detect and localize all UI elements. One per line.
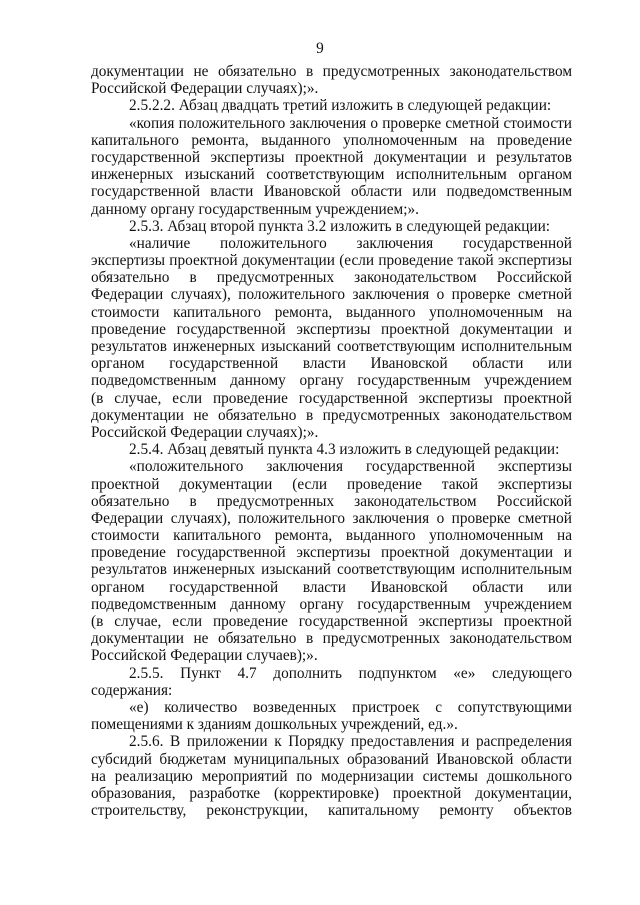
text-line: образования, разработке (корректировке) проектной документации, (91, 784, 572, 802)
text-line: обязательно в предусмотренных законодательством Российской (91, 492, 572, 510)
text-line: (в случае, если проведение государственной экспертизы проектной (91, 613, 572, 630)
text-line: данному органу государственным учреждением;». (91, 200, 419, 218)
text-line: экспертизы проектной документации (если проведение такой экспертизы (91, 252, 572, 270)
text-line: помещениями к зданиям дошкольных учреждений, ед.». (91, 716, 458, 734)
text-line: Федерации случаях), положительного заключения о проверке сметной (91, 509, 572, 527)
text-line: 2.5.4. Абзац девятый пункта 4.3 изложить в следующей редакции: (129, 441, 560, 459)
text-line: стоимости капитального ремонта, выданного уполномоченным на (91, 303, 572, 321)
text-line: капитального ремонта, выданного уполномоченным на проведение (91, 131, 572, 149)
text-line: «е) количество возведенных пристроек с сопутствующими (129, 698, 572, 716)
text-line: органом государственной власти Ивановской области или (91, 578, 572, 596)
text-line: «копия положительного заключения о проверке сметной стоимости (129, 114, 572, 132)
text-line: проектной документации (если проведение такой экспертизы (91, 475, 572, 493)
document-body (91, 63, 572, 819)
text-line: результатов инженерных изысканий соответствующим исполнительным (91, 561, 572, 579)
text-line: строительству, реконструкции, капитальному ремонту объектов (91, 802, 572, 820)
text-line: (в случае, если проведение государственной экспертизы проектной (91, 389, 572, 407)
text-line: органом государственной власти Ивановской области или (91, 355, 572, 373)
text-line: Федерации случаях), положительного заключения о проверке сметной (91, 286, 572, 304)
text-line: документации не обязательно в предусмотренных законодательством (91, 630, 572, 648)
text-line: Российской Федерации случаев);». (91, 647, 318, 665)
text-line: подведомственным данному органу государственным учреждением (91, 595, 572, 613)
text-line: подведомственным данному органу государственным учреждением (91, 372, 572, 390)
text-line: 2.5.2.2. Абзац двадцать третий изложить в следующей редакции: (129, 97, 552, 115)
text-line: обязательно в предусмотренных законодательством Российской (91, 269, 572, 287)
text-line: государственной власти Ивановской области или подведомственным (91, 183, 572, 201)
text-line: 2.5.3. Абзац второй пункта 3.2 изложить в следующей редакции: (129, 217, 551, 235)
text-line: Российской Федерации случаях);». (91, 80, 319, 98)
text-line: государственной экспертизы проектной документации и результатов (91, 148, 572, 166)
text-line: стоимости капитального ремонта, выданного уполномоченным на (91, 527, 572, 545)
text-line: документации не обязательно в предусмотренных законодательством (91, 406, 572, 424)
text-line: результатов инженерных изысканий соответствующим исполнительным (91, 338, 572, 355)
text-line: «положительного заключения государственной экспертизы (129, 458, 572, 476)
text-line: инженерных изысканий соответствующим исполнительным органом (91, 166, 572, 184)
text-line: 2.5.5. Пункт 4.7 дополнить подпунктом «е» следующего (129, 664, 572, 682)
text-line: документации не обязательно в предусмотренных законодательством (91, 63, 572, 80)
text-line: 2.5.6. В приложении к Порядку предоставления и распределения (129, 733, 572, 751)
text-line: проведение государственной экспертизы проектной документации и (91, 544, 572, 562)
text-line: проведение государственной экспертизы проектной документации и (91, 320, 572, 338)
text-line: Российской Федерации случаях);». (91, 423, 319, 441)
text-line: на реализацию мероприятий по модернизации системы дошкольного (91, 767, 572, 785)
text-line: «наличие положительного заключения государственной (129, 234, 572, 252)
page-number: 9 (316, 40, 324, 57)
text-line: субсидий бюджетам муниципальных образований Ивановской области (91, 750, 572, 768)
text-line: содержания: (91, 681, 173, 699)
